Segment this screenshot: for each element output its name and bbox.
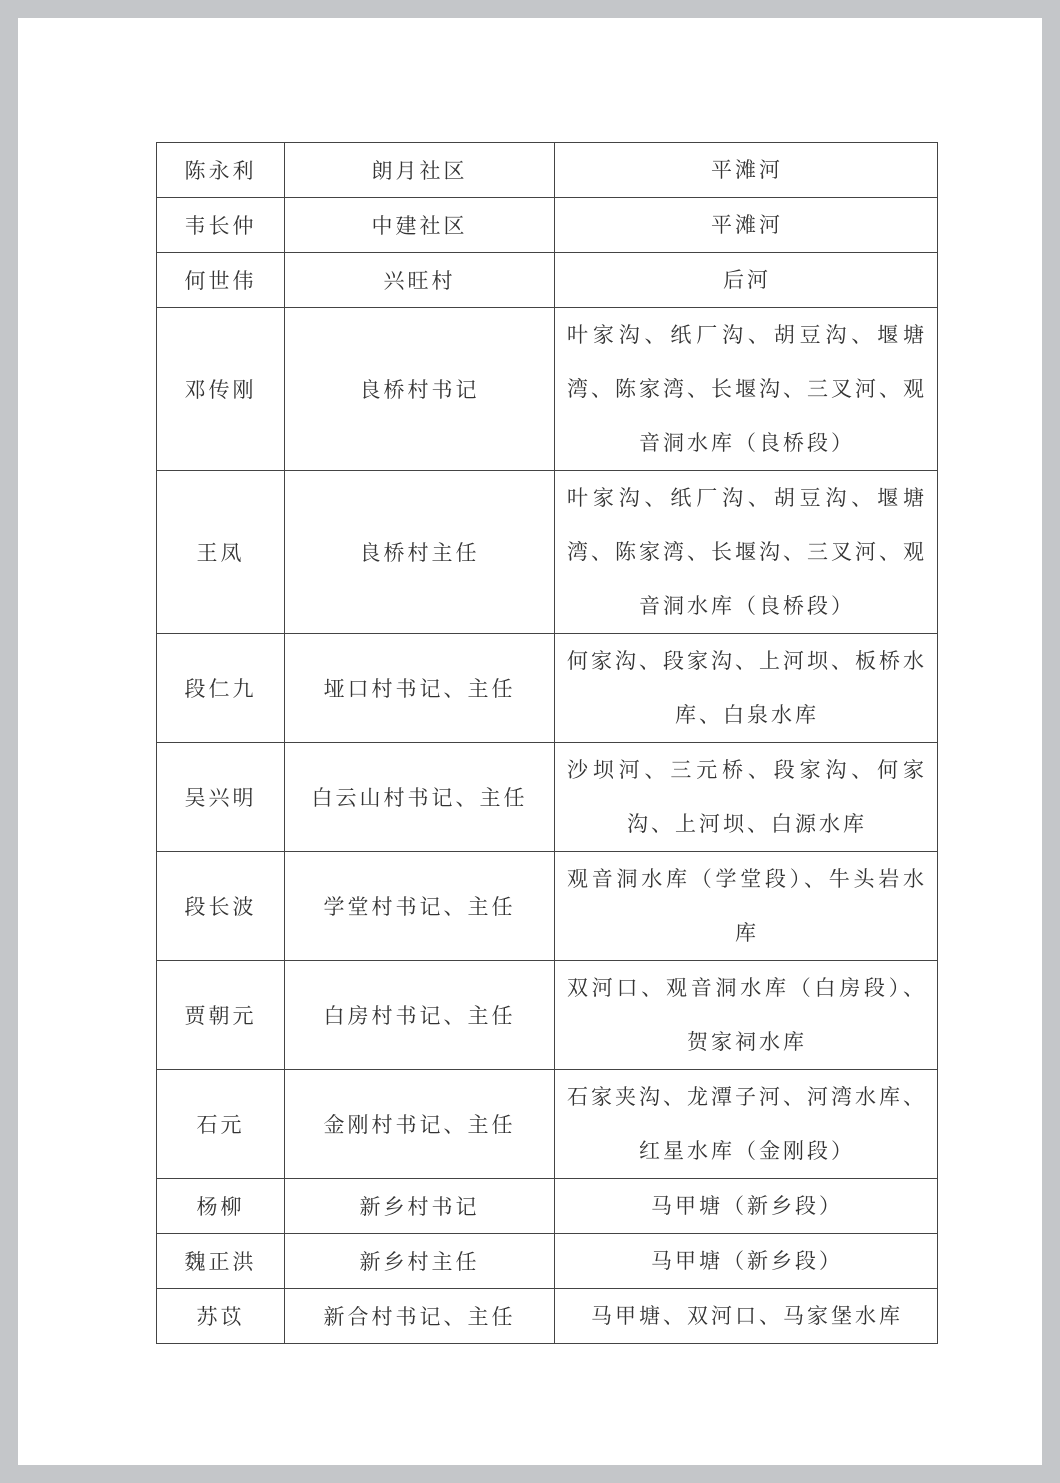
person-name-cell: 吴兴明 xyxy=(157,743,285,852)
table-row xyxy=(157,1070,938,1179)
table-row xyxy=(157,471,938,634)
assigned-waters-cell: 叶家沟、纸厂沟、胡豆沟、堰塘湾、陈家湾、长堰沟、三叉河、观音洞水库（良桥段） xyxy=(555,308,938,471)
table-row xyxy=(157,308,938,471)
person-name-cell: 陈永利 xyxy=(157,143,285,198)
person-name-cell: 杨柳 xyxy=(157,1179,285,1234)
table-row xyxy=(157,143,938,198)
person-name-cell: 韦长仲 xyxy=(157,198,285,253)
table-row xyxy=(157,253,938,308)
unit-position-cell: 中建社区 xyxy=(285,198,555,253)
table-row xyxy=(157,852,938,961)
person-name-cell: 段仁九 xyxy=(157,634,285,743)
table-row xyxy=(157,634,938,743)
person-name-cell: 段长波 xyxy=(157,852,285,961)
person-name-cell: 王凤 xyxy=(157,471,285,634)
table-row xyxy=(157,198,938,253)
assigned-waters-cell: 平滩河 xyxy=(555,143,938,198)
assigned-waters-cell: 何家沟、段家沟、上河坝、板桥水库、白泉水库 xyxy=(555,634,938,743)
table-body xyxy=(157,143,938,1344)
person-name-cell: 魏正洪 xyxy=(157,1234,285,1289)
unit-position-cell: 新乡村主任 xyxy=(285,1234,555,1289)
person-name-cell: 石元 xyxy=(157,1070,285,1179)
person-name-cell: 贾朝元 xyxy=(157,961,285,1070)
assigned-waters-cell: 叶家沟、纸厂沟、胡豆沟、堰塘湾、陈家湾、长堰沟、三叉河、观音洞水库（良桥段） xyxy=(555,471,938,634)
table-row xyxy=(157,1234,938,1289)
document-page xyxy=(18,18,1042,1465)
unit-position-cell: 良桥村书记 xyxy=(285,308,555,471)
assigned-waters-cell: 石家夹沟、龙潭子河、河湾水库、红星水库（金刚段） xyxy=(555,1070,938,1179)
unit-position-cell: 新合村书记、主任 xyxy=(285,1289,555,1344)
person-name-cell: 邓传刚 xyxy=(157,308,285,471)
river-chief-table xyxy=(156,142,938,1344)
unit-position-cell: 兴旺村 xyxy=(285,253,555,308)
assigned-waters-cell: 马甲塘（新乡段） xyxy=(555,1234,938,1289)
table-row xyxy=(157,1289,938,1344)
unit-position-cell: 新乡村书记 xyxy=(285,1179,555,1234)
unit-position-cell: 白房村书记、主任 xyxy=(285,961,555,1070)
unit-position-cell: 良桥村主任 xyxy=(285,471,555,634)
assigned-waters-cell: 马甲塘、双河口、马家堡水库 xyxy=(555,1289,938,1344)
assigned-waters-cell: 沙坝河、三元桥、段家沟、何家沟、上河坝、白源水库 xyxy=(555,743,938,852)
person-name-cell: 何世伟 xyxy=(157,253,285,308)
unit-position-cell: 垭口村书记、主任 xyxy=(285,634,555,743)
assigned-waters-cell: 观音洞水库（学堂段）、牛头岩水库 xyxy=(555,852,938,961)
assigned-waters-cell: 后河 xyxy=(555,253,938,308)
unit-position-cell: 朗月社区 xyxy=(285,143,555,198)
assigned-waters-cell: 平滩河 xyxy=(555,198,938,253)
unit-position-cell: 金刚村书记、主任 xyxy=(285,1070,555,1179)
assigned-waters-cell: 马甲塘（新乡段） xyxy=(555,1179,938,1234)
unit-position-cell: 学堂村书记、主任 xyxy=(285,852,555,961)
table-row xyxy=(157,743,938,852)
table-row xyxy=(157,961,938,1070)
table-row xyxy=(157,1179,938,1234)
assigned-waters-cell: 双河口、观音洞水库（白房段）、贺家祠水库 xyxy=(555,961,938,1070)
person-name-cell: 苏苡 xyxy=(157,1289,285,1344)
unit-position-cell: 白云山村书记、主任 xyxy=(285,743,555,852)
